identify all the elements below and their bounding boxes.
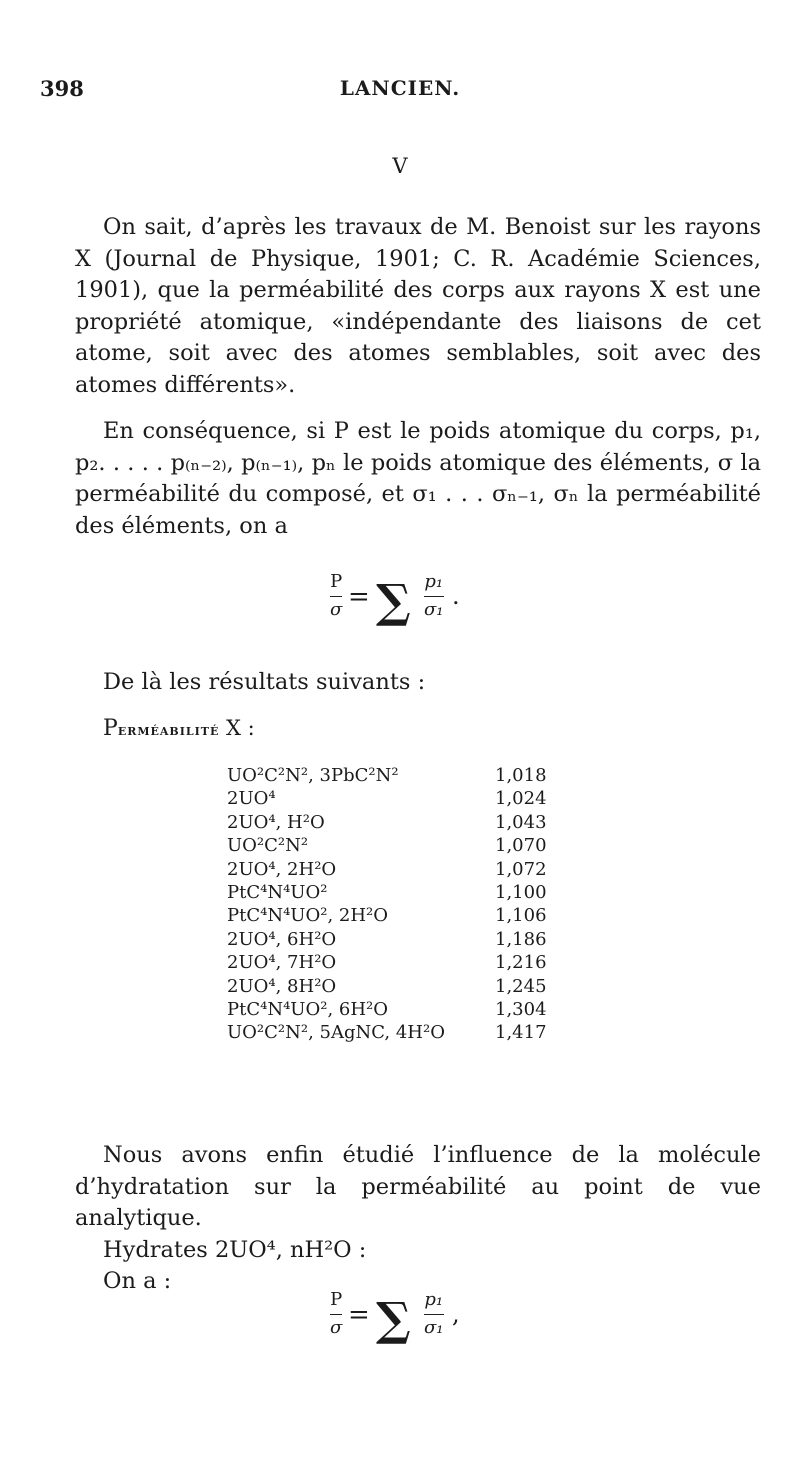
formula2-rhs-denominator: σ₁ [424,1317,444,1338]
formula1-rhs-bar [424,596,444,597]
hydration-study-line: Nous avons enfin étudié l’influence de la molécule d’hydratation sur la perméabilité au point de vue analytique. [75,1142,761,1231]
subheading-initial: P [103,716,118,741]
table-compound: 2UO⁴, 6H²O [227,928,337,950]
table-compound: PtC⁴N⁴UO², 6H²O [227,998,389,1020]
formula2-sum-symbol: ∑ [376,1292,411,1346]
formula1-rhs-fraction [424,572,444,620]
subheading-rest: erméabilité [117,720,220,739]
permeability-table [227,764,567,1045]
table-row [227,928,567,951]
table-compound: 2UO⁴, 7H²O [227,952,337,974]
table-value: 1,100 [495,881,547,903]
page-header [40,76,760,106]
formula2-rhs-numerator: p₁ [424,1289,444,1310]
paragraph-hydration [75,1140,761,1298]
table-compound: UO²C²N², 3PbC²N² [227,765,399,786]
table-value: 1,304 [495,998,547,1020]
table-row [227,1021,567,1044]
section-number: V [392,154,408,178]
formula2-rhs-bar [424,1314,444,1315]
table-row [227,975,567,998]
table-row [227,811,567,834]
formula-sum-permeability-2 [0,1290,800,1368]
table-value: 1,186 [495,928,547,950]
formula2-lhs-bar [330,1314,342,1315]
table-value: 1,106 [495,905,547,927]
formula1-sum-symbol: ∑ [376,574,411,628]
table-value: 1,417 [495,1022,547,1044]
table-compound: UO²C²N², 5AgNC, 4H²O [227,1022,445,1044]
formula1-rhs-numerator: p₁ [424,571,444,592]
table-row [227,881,567,904]
formula2-rhs-fraction [424,1290,444,1338]
table-row [227,998,567,1021]
formula1-lhs-bar [330,596,342,597]
table-value: 1,024 [495,788,547,810]
paragraph-results-intro: De là les résultats suivants : [103,669,426,695]
table-compound: 2UO⁴, 2H²O [227,858,337,880]
paragraph-benoist: On sait, d’après les travaux de M. Benoist sur les rayons X (Journal de Physique, 1901; C. R. Académie Sciences, 1901), que la perméabilité des corps aux rayons X est une propriété atomique, «indépendante des liaisons de cet atome, soit avec des atomes semblables, soit avec des atomes différents». [75,214,761,398]
table-value: 1,072 [495,858,547,880]
table-compound: UO²C²N² [227,835,309,857]
formula1-lhs-fraction [330,572,342,620]
subheading-suffix: X : [219,716,255,740]
table-row [227,904,567,927]
formula1-lhs-numerator: P [330,571,343,592]
formula2-lhs-numerator: P [330,1289,343,1310]
table-row [227,764,567,787]
table-row [227,787,567,810]
table-compound: PtC⁴N⁴UO², 2H²O [227,905,389,927]
table-compound: 2UO⁴, H²O [227,811,325,833]
table-value: 1,245 [495,975,547,997]
formula1-lhs-denominator: σ [330,599,343,620]
on-a-line: On a : [103,1268,172,1294]
formula1-rhs-denominator: σ₁ [424,599,444,620]
subheading-permeability [103,716,255,741]
running-head: LANCIEN. [339,76,461,100]
table-row [227,951,567,974]
table-value: 1,216 [495,952,547,974]
formula2-lhs-denominator: σ [330,1317,343,1338]
formula2-equals: = [348,1300,370,1330]
table-row [227,858,567,881]
formula-sum-permeability [0,572,800,650]
table-value: 1,018 [495,765,547,786]
formula2-punctuation: , [452,1300,460,1328]
table-value: 1,043 [495,811,547,833]
formula1-punctuation: . [452,582,460,610]
table-compound: 2UO⁴ [227,788,276,810]
table-row [227,834,567,857]
table-compound: PtC⁴N⁴UO² [227,881,328,903]
table-compound: 2UO⁴, 8H²O [227,975,337,997]
table-value: 1,070 [495,835,547,857]
page-number: 398 [40,76,84,101]
paragraph-consequence: En conséquence, si P est le poids atomique du corps, p₁, p₂. . . . . p₍ₙ₋₂₎, p₍ₙ₋₁₎, pₙ le poids atomique des éléments, σ la perméabilité du composé, et σ₁ . . . σₙ₋₁, σₙ la perméabilité des éléments, on a [75,418,761,539]
hydrates-line: Hydrates 2UO⁴, nH²O : [103,1236,367,1263]
formula1-equals: = [348,582,370,612]
formula2-lhs-fraction [330,1290,342,1338]
